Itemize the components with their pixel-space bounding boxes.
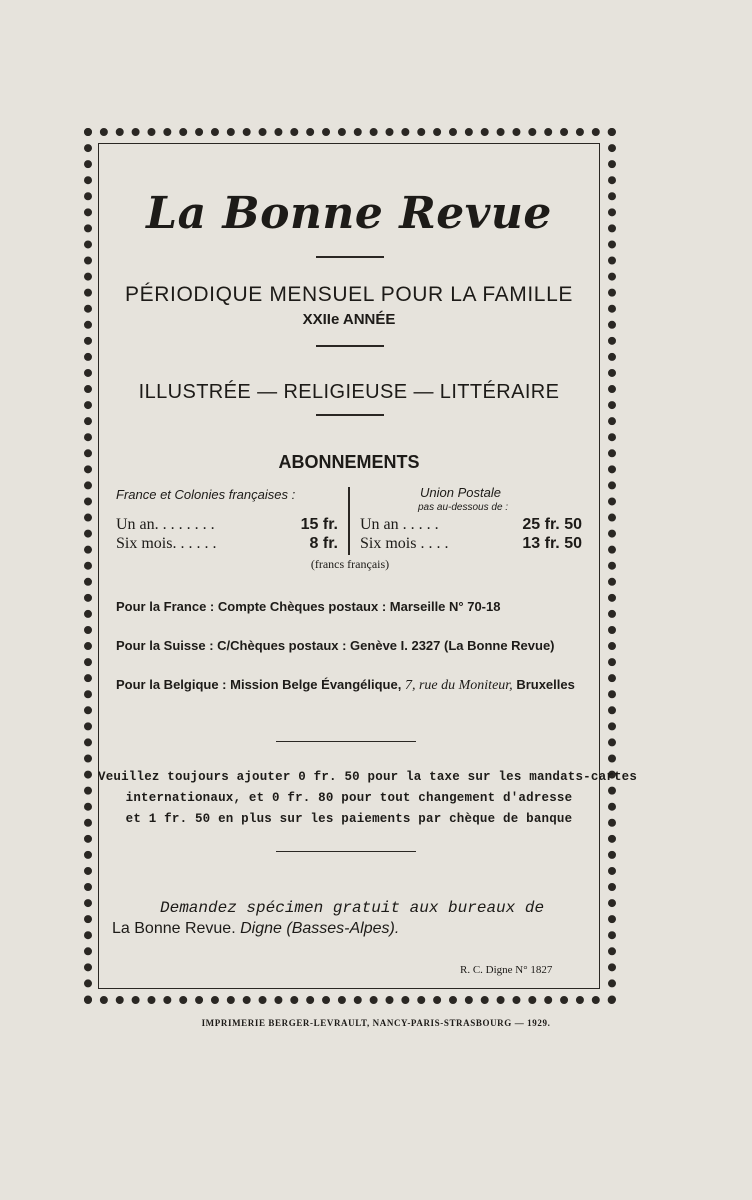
france-rate-row <box>116 516 338 534</box>
year-label: XXIIe ANNÉE <box>302 311 396 328</box>
notice-line: Veuillez toujours ajouter 0 fr. 50 pour la taxe sur les mandats-cartes <box>98 770 638 784</box>
specimen-line: Demandez spécimen gratuit aux bureaux de <box>160 899 545 917</box>
rate-label: Un an . . . . . <box>360 516 439 533</box>
column-separator <box>348 487 350 555</box>
account-belgique <box>116 677 575 694</box>
account-belgique-city: Bruxelles <box>516 677 575 692</box>
rate-label: Six mois. . . . . . <box>116 535 217 552</box>
rate-label: Six mois . . . . <box>360 535 449 552</box>
subtitle: PÉRIODIQUE MENSUEL POUR LA FAMILLE <box>125 283 573 306</box>
divider <box>316 345 384 347</box>
divider <box>276 741 416 742</box>
magazine-title: La Bonne Revue <box>146 188 552 239</box>
divider <box>276 851 416 852</box>
union-rate-row <box>360 535 582 553</box>
rate-price: 13 fr. 50 <box>522 535 582 552</box>
tagline: ILLUSTRÉE — RELIGIEUSE — LITTÉRAIRE <box>138 381 560 403</box>
divider <box>316 256 384 258</box>
union-rates-heading: Union Postale <box>420 485 501 500</box>
union-rate-row <box>360 516 582 534</box>
rate-price: 15 fr. <box>300 516 338 533</box>
currency-note: (francs français) <box>310 557 390 571</box>
rate-price: 25 fr. 50 <box>522 516 582 533</box>
union-rates-subheading: pas au-dessous de : <box>418 502 509 513</box>
account-belgique-org: Pour la Belgique : Mission Belge Évangélique, <box>116 677 402 692</box>
divider <box>316 414 384 416</box>
specimen-line <box>112 920 399 938</box>
france-rates-heading: France et Colonies françaises : <box>116 487 296 502</box>
specimen-magazine: La Bonne Revue. <box>112 920 236 937</box>
printer-imprint: IMPRIMERIE BERGER-LEVRAULT, NANCY-PARIS-STRASBOURG — 1929. <box>201 1018 551 1028</box>
notice-line: internationaux, et 0 fr. 80 pour tout changement d'adresse <box>125 791 573 805</box>
specimen-location: Digne (Basses-Alpes). <box>240 920 400 937</box>
subscriptions-heading: ABONNEMENTS <box>278 452 420 472</box>
account-suisse: Pour la Suisse : C/Chèques postaux : Genève I. 2327 (La Bonne Revue) <box>116 638 555 653</box>
rate-price: 8 fr. <box>309 535 338 552</box>
notice-line: et 1 fr. 50 en plus sur les paiements par chèque de banque <box>125 812 573 826</box>
france-rate-row <box>116 535 338 553</box>
rate-label: Un an. . . . . . . . <box>116 516 215 533</box>
registration-number: R. C. Digne N° 1827 <box>460 964 553 976</box>
account-belgique-street: 7, rue du Moniteur, <box>404 678 513 693</box>
account-france: Pour la France : Compte Chèques postaux : Marseille N° 70-18 <box>116 599 501 614</box>
